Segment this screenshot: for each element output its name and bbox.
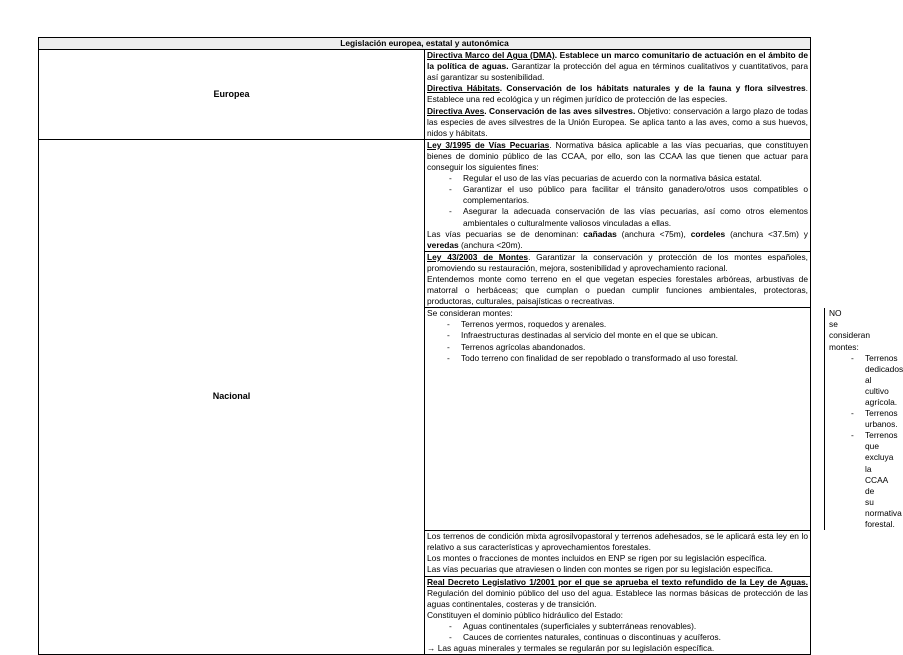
list-item: - Terrenos agrícolas abandonados. xyxy=(447,342,820,353)
directiva-habitats: Directiva Hábitats. Conservación de los hábitats naturales y de la fauna y flora silvestres. Establece una red ecológica y un régimen jurídico de protección de las especies. xyxy=(427,83,808,105)
ley-aguas: Real Decreto Legislativo 1/2001 por el que se aprueba el texto refundido de la Ley de Aguas. Regulación del dominio público del uso del agua. Establece las normas básicas de protección de las aguas continentales, costeras y de transición. Constituyen el dominio público hidráulico del Estado: - Aguas continentales (superficiales y subterráneas renovables). - Cauces de corrientes naturales, continuas o discontinuas y acuíferos. → Las aguas minerales y termales se regularán por su legislación específica. xyxy=(425,576,811,655)
row-label-europa: Europea xyxy=(39,50,425,140)
aguas-dph-list xyxy=(427,621,808,643)
montes-si-column: Se consideran montes: - Terrenos yermos, roquedos y arenales. - Infraestructuras destinadas al servicio del monte en el que se ubican. - Terrenos agrícolas abandonados. - Todo terreno con finalidad de ser repoblado o transformado al uso forestal. xyxy=(425,308,825,530)
directiva-dma: Directiva Marco del Agua (DMA). Establece un marco comunitario de actuación en el ámbito de la política de aguas. Garantizar la protección del agua en términos cualitativos y cuantitativos, para así garantizar su sostenibilidad. xyxy=(427,50,809,83)
list-item: - Todo terreno con finalidad de ser repoblado o transformado al uso forestal. xyxy=(447,353,820,364)
list-item: - Terrenos urbanos. xyxy=(851,408,865,430)
legislation-table xyxy=(38,37,903,655)
vias-fines-list xyxy=(427,173,808,228)
list-item: - Terrenos dedicados al cultivo agrícola. xyxy=(851,353,865,408)
montes-clasificacion: Se consideran montes: - Terrenos yermos, roquedos y arenales. - Infraestructuras destinadas al servicio del monte en el que se ubican. - Terrenos agrícolas abandonados. - Todo terreno con finalidad de ser repoblado o transformado al uso forestal. NO se consideran montes: - Terrenos dedicados al cultivo agrícola. - Terrenos urbanos. - Terrenos que excluya la CCAA de su normativa forestal. xyxy=(425,308,811,531)
directiva-aves: Directiva Aves. Conservación de las aves silvestres. Objetivo: conservación a largo plazo de todas las especies de aves silvestres de la Unión Europea. Se aplica tanto a las aves, como a sus huevos, nidos y hábitats. xyxy=(427,105,808,138)
table-title: Legislación europea, estatal y autonómica xyxy=(39,38,811,50)
list-item: - Terrenos que excluya la CCAA de su normativa forestal. xyxy=(851,430,865,530)
vias-denominacion: Las vías pecuarias se de denominan: cañadas (anchura <75m), cordeles (anchura <37.5m) y veredas (anchura <20m). xyxy=(427,228,808,250)
list-item: - Garantizar el uso público para facilitar el tránsito ganadero/otros usos compatibles o complementarios. xyxy=(449,184,808,206)
list-item: - Aguas continentales (superficiales y subterráneas renovables). xyxy=(449,621,808,632)
list-item: - Terrenos yermos, roquedos y arenales. xyxy=(447,319,820,330)
europa-content xyxy=(425,50,811,140)
list-item: - Asegurar la adecuada conservación de las vías pecuarias, así como otros elementos ambientales o culturalmente valiosos vinculadas a ellas. xyxy=(449,206,808,228)
row-label-nacional: Nacional xyxy=(39,139,425,654)
list-item: - Infraestructuras destinadas al servicio del monte en el que se ubican. xyxy=(447,330,820,341)
aguas-nota: → Las aguas minerales y termales se regularán por su legislación específica. xyxy=(427,643,715,654)
ley-vias-pecuarias: Ley 3/1995 de Vías Pecuarias. Normativa básica aplicable a las vías pecuarias, que constituyen bienes de dominio público de las CCAA, por ello, son las CCAA las que tienen que actuar para conseguir los siguientes fines: - Regular el uso de las vías pecuarias de acuerdo con la normativa básica estatal. - Garantizar el uso público para facilitar el tránsito ganadero/otros usos compatibles o complementarios. - Asegurar la adecuada conservación de las vías pecuarias, así como otros elementos ambientales o culturalmente valiosos vinculadas a ellas. Las vías pecuarias se de denominan: cañadas (anchura <75m), cordeles (anchura <37.5m) y veredas (anchura <20m). xyxy=(425,139,811,251)
montes-notas: Los terrenos de condición mixta agrosilvopastoral y terrenos adehesados, se le aplicará esta ley en lo relativo a sus características y aprovechamientos forestales. Los montes o fracciones de montes incluidos en ENP se rigen por su legislación específica. Las vías pecuarias que atraviesen o linden con montes se rigen por su legislación específica. xyxy=(425,531,811,576)
montes-definicion: Entendemos monte como terreno en el que vegetan especies forestales arbóreas, arbustivas de matorral o herbáceas; que cumplan o puedan cumplir funciones ambientales, protectoras, productoras, culturales, paisajísticas o recreativas. xyxy=(427,273,808,307)
list-item: - Regular el uso de las vías pecuarias de acuerdo con la normativa básica estatal. xyxy=(449,173,808,184)
list-item: - Cauces de corrientes naturales, continuas o discontinuas y acuíferos. xyxy=(449,632,808,643)
ley-montes: Ley 43/2003 de Montes. Garantizar la conservación y protección de los montes españoles, promoviendo su restauración, mejora, sostenibilidad y aprovechamiento racional. Entendemos monte como terreno en el que vegetan especies forestales arbóreas, arbustivas de matorral o herbáceas; que cumplan o puedan cumplir funciones ambientales, protectoras, productoras, culturales, paisajísticas o recreativas. xyxy=(425,251,811,307)
